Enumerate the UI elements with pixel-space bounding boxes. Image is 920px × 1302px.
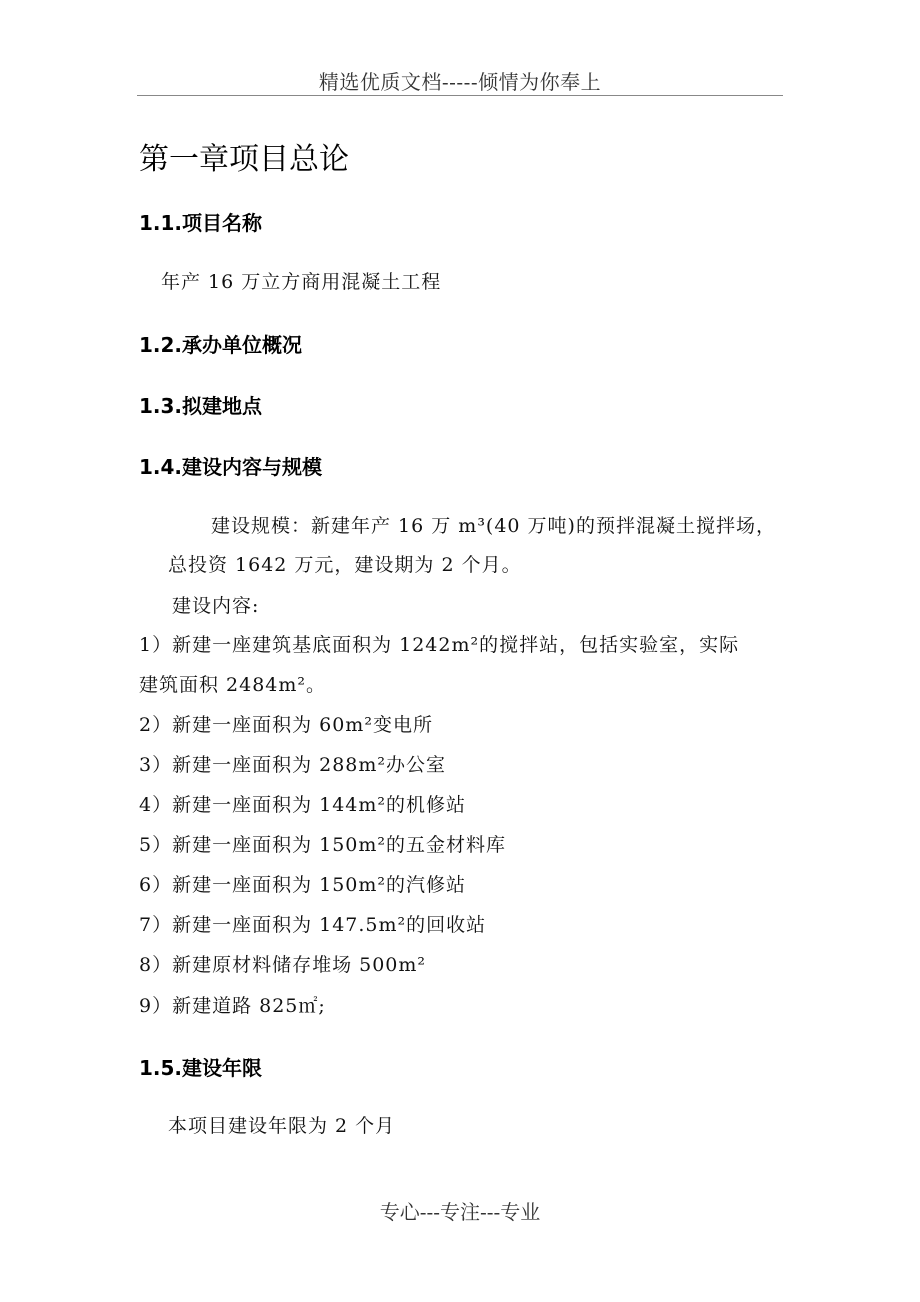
scale-line-1: 建设规模：新建年产 16 万 m³(40 万吨)的预拌混凝土搅拌场， — [211, 515, 776, 537]
list-item: 建筑面积 2484m²。 — [139, 674, 327, 696]
page-footer: 专心---专注---专业 — [379, 1200, 541, 1224]
section-heading-1-5: 1.5.建设年限 — [139, 1056, 263, 1080]
list-item: 3）新建一座面积为 288m²办公室 — [139, 754, 447, 776]
page-header: 精选优质文档-----倾情为你奉上 — [318, 70, 602, 94]
section-heading-1-1: 1.1.项目名称 — [139, 211, 263, 235]
list-item: 5）新建一座面积为 150m²的五金材料库 — [139, 834, 507, 856]
list-item: 8）新建原材料储存堆场 500m² — [139, 954, 427, 976]
list-item: 7）新建一座面积为 147.5m²的回收站 — [139, 914, 487, 936]
section-heading-1-4: 1.4.建设内容与规模 — [139, 455, 323, 479]
chapter-title: 第一章项目总论 — [139, 142, 349, 177]
list-item: 1）新建一座建筑基底面积为 1242m²的搅拌站，包括实验室，实际 — [139, 634, 740, 656]
list-item: 4）新建一座面积为 144m²的机修站 — [139, 794, 467, 816]
section-heading-1-2: 1.2.承办单位概况 — [139, 333, 303, 357]
list-item: 6）新建一座面积为 150m²的汽修站 — [139, 874, 467, 896]
project-name-text: 年产 16 万立方商用混凝土工程 — [161, 271, 442, 293]
header-divider — [137, 95, 783, 96]
section-heading-1-3: 1.3.拟建地点 — [139, 394, 263, 418]
list-item: 9）新建道路 825㎡; — [139, 995, 326, 1017]
list-item: 2）新建一座面积为 60m²变电所 — [139, 714, 433, 736]
scale-line-2: 总投资 1642 万元，建设期为 2 个月。 — [168, 554, 522, 576]
content-label: 建设内容: — [172, 595, 260, 617]
construction-period-text: 本项目建设年限为 2 个月 — [168, 1115, 396, 1137]
